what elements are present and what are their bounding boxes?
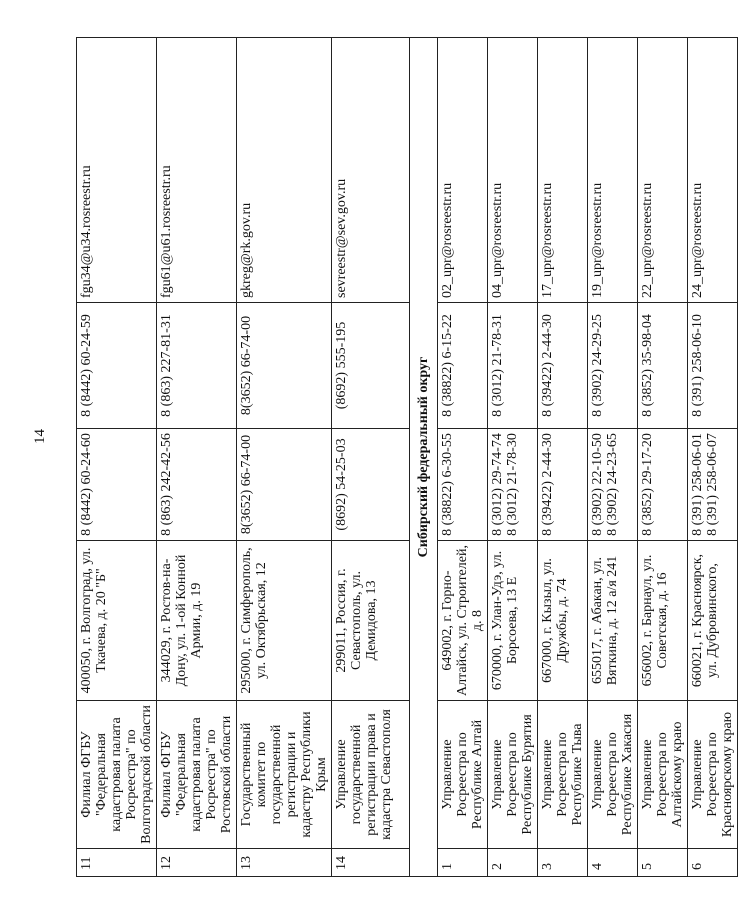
address-cell: 299011, Россия, г. Севастополь, ул. Демидова, 13 (332, 541, 410, 701)
organization-name: Государственный комитет по государственной регистрации и кадастру Республики Крым (237, 701, 332, 849)
organization-name: Управление Росреестра по Республике Хакасия (588, 701, 638, 849)
fax-cell: 8 (38822) 6-15-22 (438, 303, 488, 429)
row-number: 6 (688, 849, 738, 877)
table-row (588, 38, 638, 877)
phone-cell: 8(3652) 66-74-00 (237, 429, 332, 541)
table-body-bottom (438, 38, 738, 877)
fax-cell: 8 (863) 227-81-31 (157, 303, 237, 429)
table-row (688, 38, 738, 877)
organization-name: Управление Росреестра по Республике Тыва (538, 701, 588, 849)
email-cell[interactable]: fgu61@u61.rosreestr.ru (157, 38, 237, 303)
table-row (438, 38, 488, 877)
region-section (410, 38, 438, 877)
table-body-top (77, 38, 410, 877)
table-row (332, 38, 410, 877)
fax-cell: 8 (3012) 21-78-31 (488, 303, 538, 429)
phone-cell: 8 (3902) 22-10-50 8 (3902) 24-23-65 (588, 429, 638, 541)
email-cell[interactable]: sevreestr@sev.gov.ru (332, 38, 410, 303)
row-number: 1 (438, 849, 488, 877)
fax-cell: 8(3652) 66-74-00 (237, 303, 332, 429)
organization-name: Филиал ФГБУ "Федеральная кадастровая палата Росреестра" по Ростовской области (157, 701, 237, 849)
email-cell[interactable]: 22_upr@rosreestr.ru (638, 38, 688, 303)
region-title: Сибирский федеральный округ (410, 38, 438, 877)
email-cell[interactable]: gkreg@rk.gov.ru (237, 38, 332, 303)
page-number: 14 (32, 429, 48, 444)
email-cell[interactable]: 19_upr@rosreestr.ru (588, 38, 638, 303)
table-row (77, 38, 157, 877)
address-cell: 295000, г. Симферополь, ул. Октябрьская, 12 (237, 541, 332, 701)
table-row (488, 38, 538, 877)
organization-name: Управление Росреестра по Республике Алтай (438, 701, 488, 849)
organization-name: Управление Росреестра по Алтайскому краю (638, 701, 688, 849)
organization-name: Управление государственной регистрации права и кадастра Севастополя (332, 701, 410, 849)
phone-cell: 8 (3012) 29-74-74 8 (3012) 21-78-30 (488, 429, 538, 541)
row-number: 5 (638, 849, 688, 877)
table-row (237, 38, 332, 877)
phone-cell: 8 (39422) 2-44-30 (538, 429, 588, 541)
fax-cell: (8692) 555-195 (332, 303, 410, 429)
phone-cell: 8 (8442) 60-24-60 (77, 429, 157, 541)
address-cell: 655017, г. Абакан, ул. Вяткина, д. 12 а/я 241 (588, 541, 638, 701)
row-number: 13 (237, 849, 332, 877)
row-number: 12 (157, 849, 237, 877)
fax-cell: 8 (39422) 2-44-30 (538, 303, 588, 429)
row-number: 4 (588, 849, 638, 877)
organization-name: Управление Росреестра по Республике Бурятия (488, 701, 538, 849)
address-cell: 667000, г. Кызыл, ул. Дружбы, д. 74 (538, 541, 588, 701)
email-cell[interactable]: 04_upr@rosreestr.ru (488, 38, 538, 303)
row-number: 14 (332, 849, 410, 877)
fax-cell: 8 (391) 258-06-10 (688, 303, 738, 429)
email-cell[interactable]: fgu34@u34.rosreestr.ru (77, 38, 157, 303)
table-row (638, 38, 688, 877)
row-number: 2 (488, 849, 538, 877)
fax-cell: 8 (3852) 35-98-04 (638, 303, 688, 429)
email-cell[interactable]: 02_upr@rosreestr.ru (438, 38, 488, 303)
phone-cell: 8 (38822) 6-30-55 (438, 429, 488, 541)
organization-name: Филиал ФГБУ "Федеральная кадастровая палата Росреестра" по Волгоградской области (77, 701, 157, 849)
address-cell: 649002, г. Горно-Алтайск, ул. Строителей, д. 8 (438, 541, 488, 701)
phone-cell: 8 (391) 258-06-01 8 (391) 258-06-07 (688, 429, 738, 541)
address-cell: 400050, г. Волгоград, ул. Ткачева, д. 20 "Б" (77, 541, 157, 701)
contacts-table (76, 37, 738, 877)
address-cell: 660021, г. Красноярск, ул. Дубровинского, (688, 541, 738, 701)
address-cell: 344029, г. Ростов-на-Дону, ул. 1-ой Конной Армии, д. 19 (157, 541, 237, 701)
address-cell: 670000, г. Улан-Удэ, ул. Борсоева, 13 Е (488, 541, 538, 701)
row-number: 3 (538, 849, 588, 877)
phone-cell: 8 (863) 242-42-56 (157, 429, 237, 541)
email-cell[interactable]: 24_upr@rosreestr.ru (688, 38, 738, 303)
table-row (538, 38, 588, 877)
row-number: 11 (77, 849, 157, 877)
fax-cell: 8 (8442) 60-24-59 (77, 303, 157, 429)
table-row (157, 38, 237, 877)
region-header-row (410, 38, 438, 877)
rotated-table-container (76, 38, 735, 877)
phone-cell: 8 (3852) 29-17-20 (638, 429, 688, 541)
phone-cell: (8692) 54-25-03 (332, 429, 410, 541)
address-cell: 656002, г. Барнаул, ул. Советская, д. 16 (638, 541, 688, 701)
organization-name: Управление Росреестра по Красноярскому краю (688, 701, 738, 849)
fax-cell: 8 (3902) 24-29-25 (588, 303, 638, 429)
email-cell[interactable]: 17_upr@rosreestr.ru (538, 38, 588, 303)
